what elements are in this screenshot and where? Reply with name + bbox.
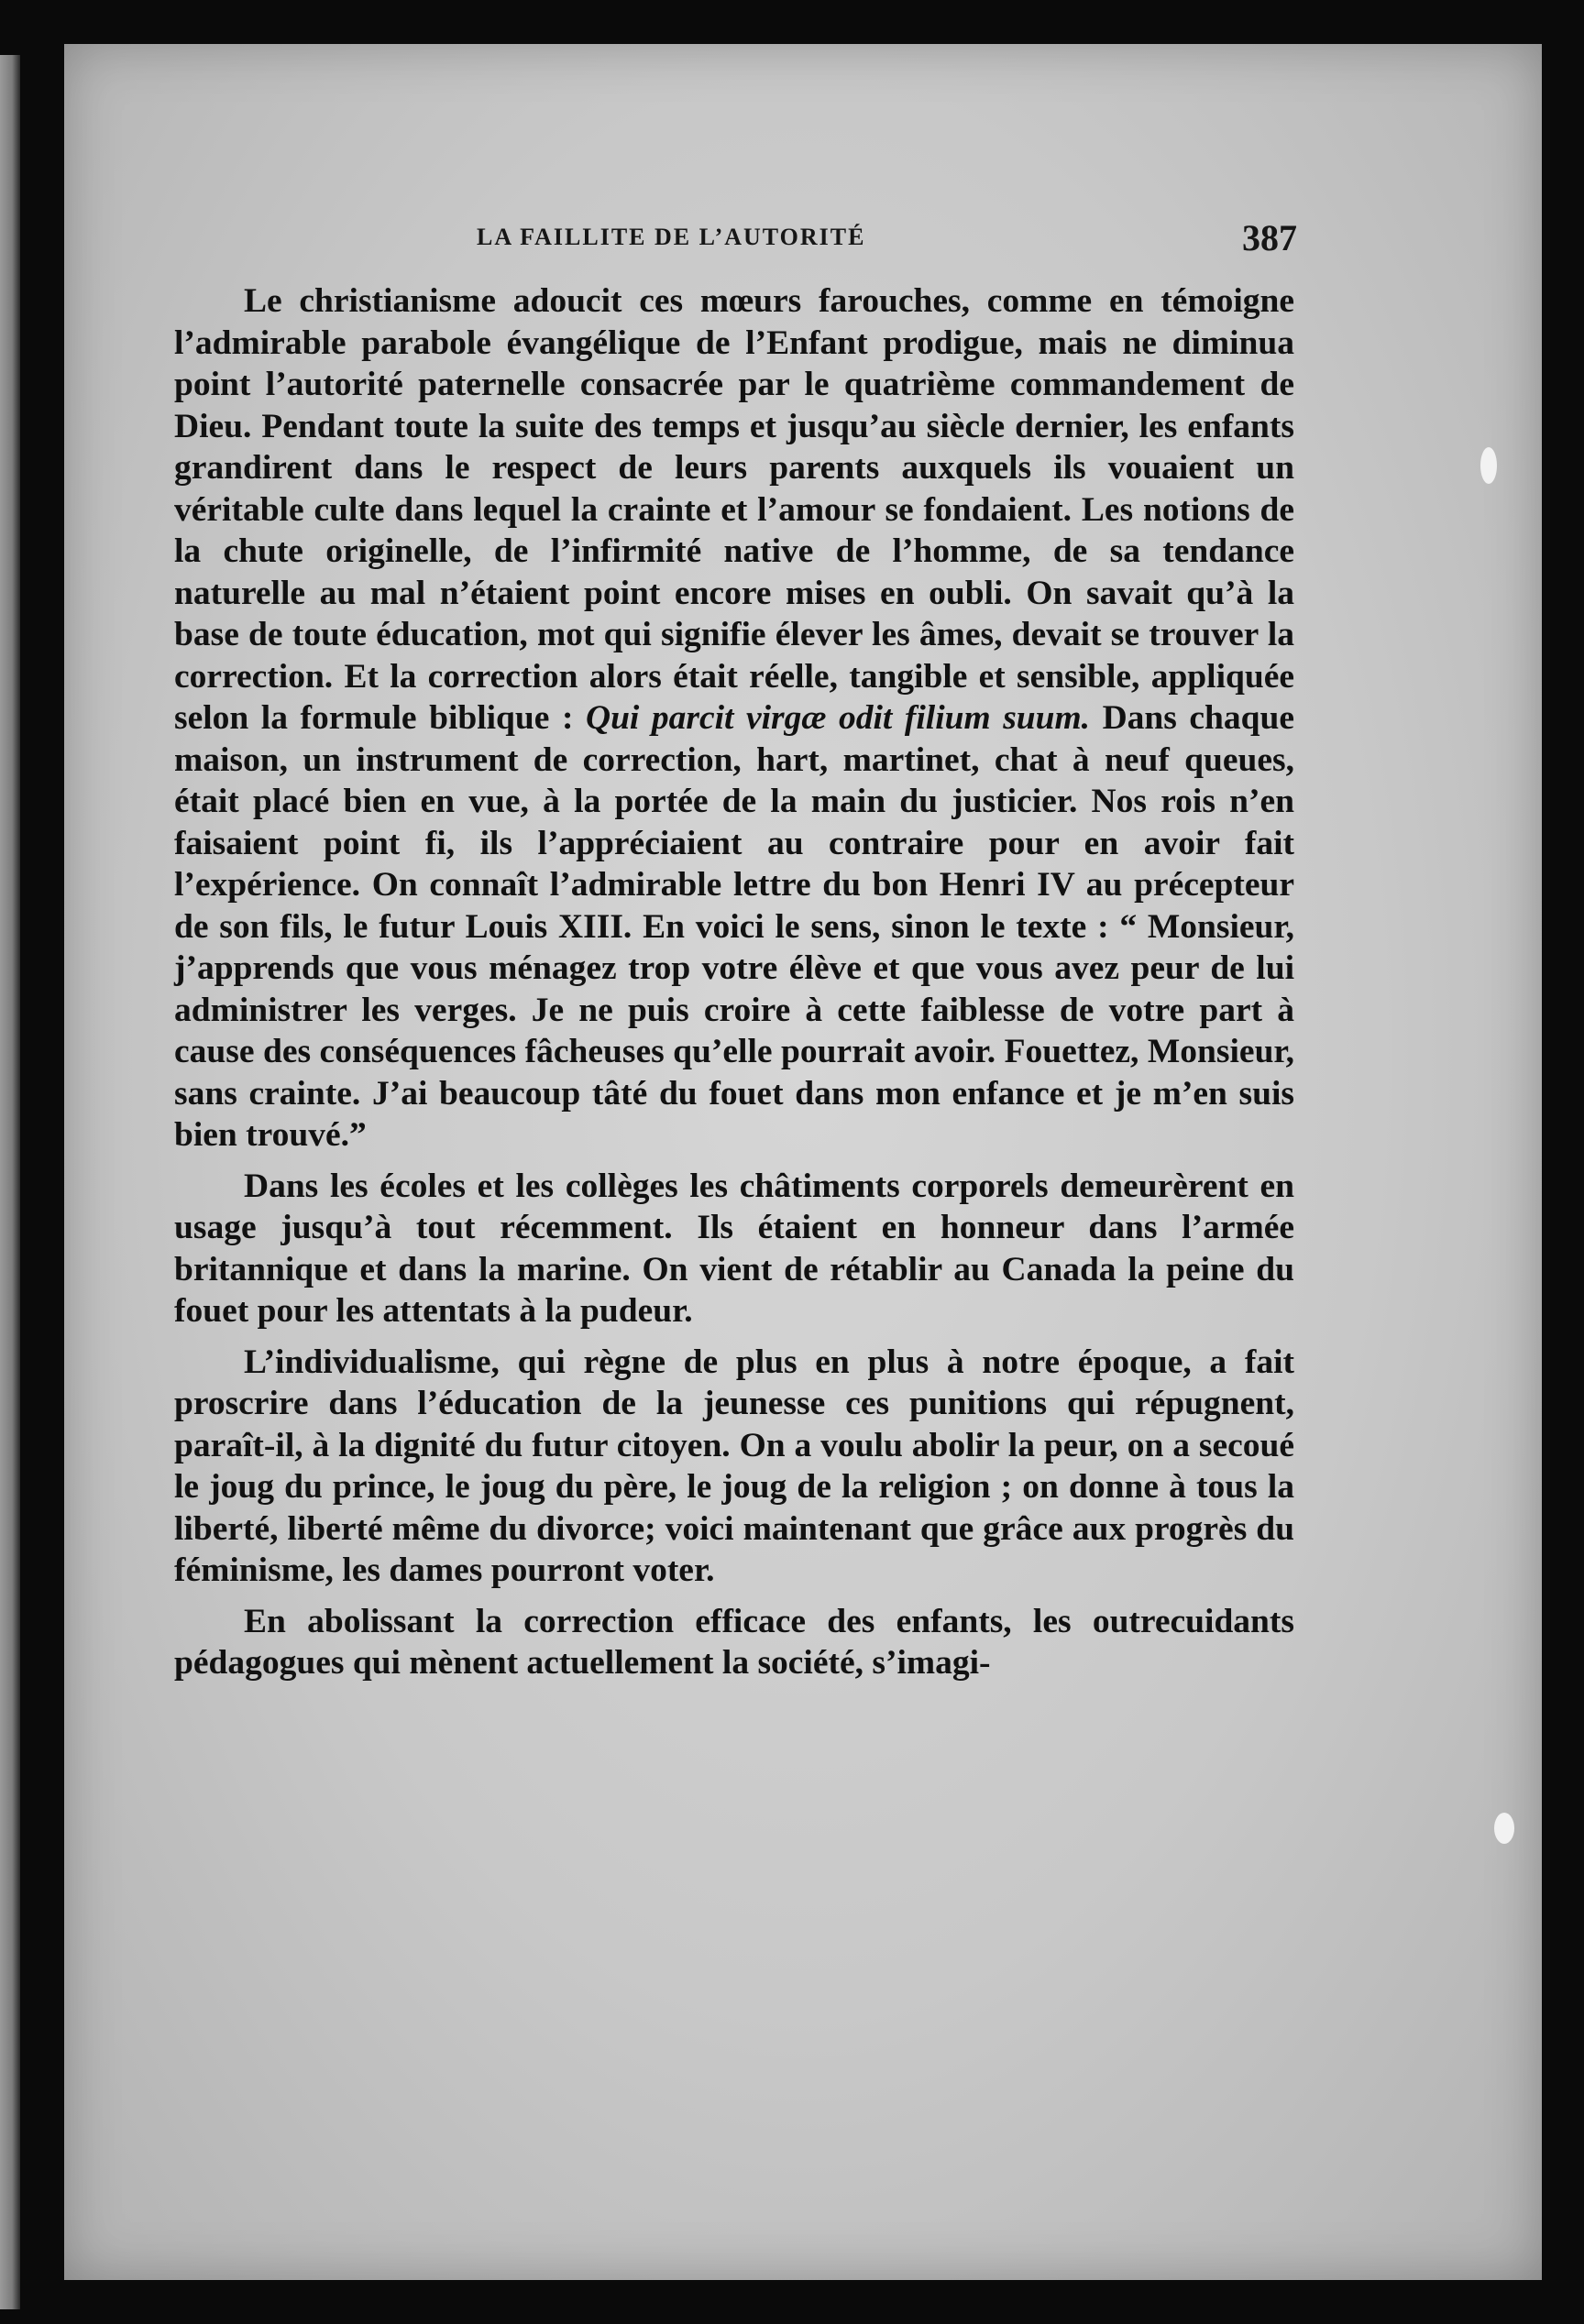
- running-head: [477, 217, 1297, 258]
- paper-speck: [1480, 447, 1497, 484]
- paragraph-1-part-2: Dans chaque maison, un instrument de correction, hart, martinet, chat à neuf queues, était placé bien en vue, à la portée de la main du justicier. Nos rois n’en faisaient point fi, ils l’appréciaient au contraire pour en avoir fait l’expérience. On connaît l’admirable lettre du bon Henri IV au précepteur de son fils, le futur Louis XIII. En voici le sens, sinon le texte : “ Monsieur, j’apprends que vous ménagez trop votre élève et que vous avez peur de lui administrer les verges. Je ne puis croire à cette faiblesse de votre part à cause des conséquences fâcheuses qu’elle pourrait avoir. Fouettez, Monsieur, sans crainte. J’ai beaucoup tâté du fouet dans mon enfance et je m’en suis bien trouvé.”: [174, 699, 1295, 1154]
- paragraph-4: En abolissant la correction efficace des enfants, les outrecuidants pédagogues qui mènent actuellement la société, s’imagi-: [174, 1602, 1294, 1682]
- page-number: 387: [1242, 217, 1297, 258]
- paragraph-3: L’individualisme, qui règne de plus en plus à notre époque, a fait proscrire dans l’éducation de la jeunesse ces punitions qui répugnent, paraît-il, à la dignité du futur citoyen. On a voulu abolir la peur, on a secoué le joug du prince, le joug du père, le joug de la religion ; on donne à tous la liberté, liberté même du divorce; voici maintenant que grâce aux progrès du féminisme, les dames pourront voter.: [174, 1343, 1294, 1589]
- running-head-title: LA FAILLITE DE L’AUTORITÉ: [477, 224, 866, 250]
- latin-quotation: Qui parcit virgæ odit filium suum.: [585, 699, 1091, 737]
- paragraph-1-part-1: Le christianisme adoucit ces mœurs farouches, comme en témoigne l’admirable parabole évangélique de l’Enfant prodigue, mais ne diminua point l’autorité paternelle consacrée par le quatrième commandement de Dieu. Pendant toute la suite des temps et jusqu’au siècle dernier, les enfants grandirent dans le respect de leurs parents auxquels ils vouaient un véritable culte dans lequel la crainte et l’amour se fondaient. Les notions de la chute originelle, de l’infirmité native de l’homme, de sa tendance naturelle au mal n’étaient point encore mises en oubli. On savait qu’à la base de toute éducation, mot qui signifie élever les âmes, devait se trouver la correction. Et la correction alors était réelle, tangible et sensible, appliquée selon la formule biblique :: [174, 282, 1294, 737]
- previous-page-edge: [0, 55, 20, 2309]
- body-text: [174, 280, 1294, 1684]
- paragraph-1: [174, 280, 1294, 1157]
- paragraph-2: Dans les écoles et les collèges les châtiments corporels demeurèrent en usage jusqu’à tout récemment. Ils étaient en honneur dans l’armée britannique et dans la marine. On vient de rétablir au Canada la peine du fouet pour les attentats à la pudeur.: [174, 1167, 1294, 1330]
- paper-speck: [1494, 1813, 1514, 1844]
